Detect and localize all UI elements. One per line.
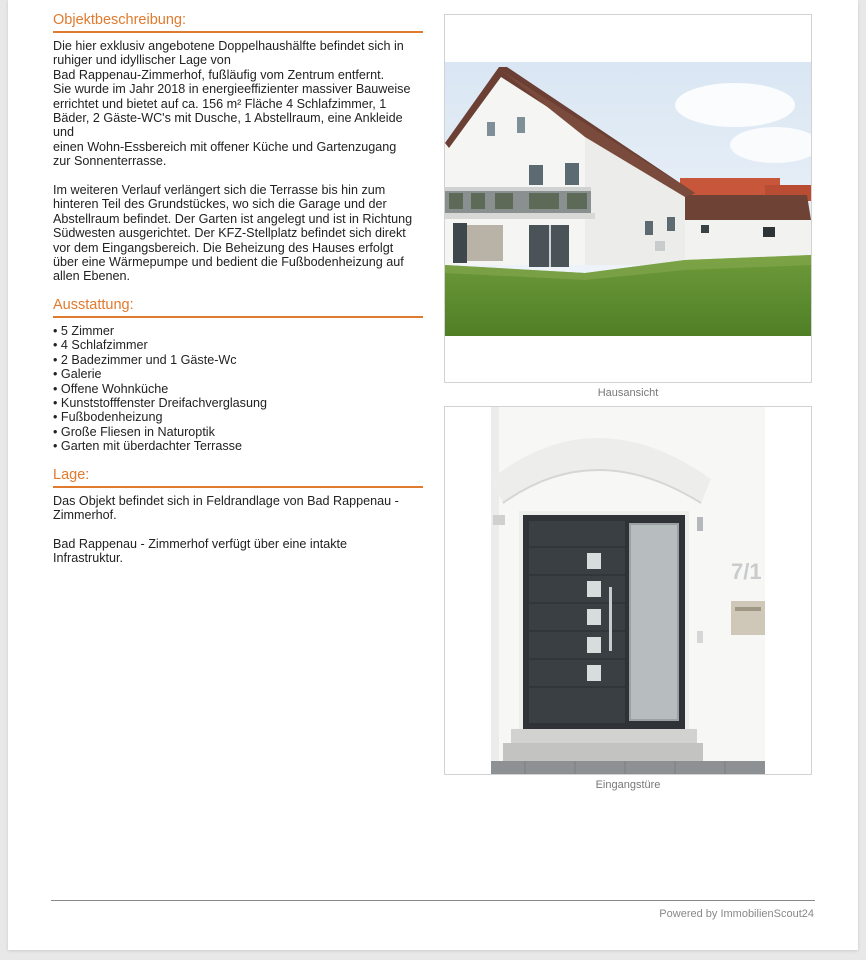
description-paragraph-2: Im weiteren Verlauf verlängert sich die Terrasse bis hin zum hinteren Teil des Grundstückes, wo sich die Garage und der Abstellraum befindet. Der Garten ist angelegt und ist in Richtung Südwesten ausgerichtet. Der KFZ-Stellplatz befindet sich direkt vor dem Eingangsbereich. Die Beheizung des Hauses erfolgt über eine Wärmepumpe und bedient die Fußbodenheizung auf allen Ebenen. bbox=[53, 183, 413, 284]
equipment-heading: Ausstattung: bbox=[53, 296, 423, 318]
list-item: • 2 Badezimmer und 1 Gäste-Wc bbox=[53, 353, 423, 367]
equipment-list bbox=[53, 324, 423, 454]
house-photo-frame bbox=[444, 14, 812, 383]
list-item: • Offene Wohnküche bbox=[53, 382, 423, 396]
location-paragraph-1: Das Objekt befindet sich in Feldrandlage von Bad Rappenau - Zimmerhof. bbox=[53, 493, 399, 522]
list-item: • Große Fliesen in Naturoptik bbox=[53, 425, 423, 439]
door-photo-caption: Eingangstüre bbox=[595, 779, 661, 791]
description-paragraph-1: Die hier exklusiv angebotene Doppelhaushälfte befindet sich in ruhiger und idyllischer Lage von Bad Rappenau-Zimmerhof, fußläufig vom Zentrum entfernt. Sie wurde im Jahr 2018 in energieeffizienter massiver Bauweise errichtet und bietet auf ca. 156 m² Fläche 4 Schlafzimmer, 1 Bäder, 2 Gäste-WC's mit Dusche, 1 Abstellraum, eine Ankleide und einen Wohn-Essbereich mit offener Küche und Gartenzugang zur Sonnenterrasse. bbox=[53, 39, 411, 169]
list-item: • Galerie bbox=[53, 367, 423, 381]
door-photo bbox=[445, 407, 811, 774]
list-item: • Fußbodenheizung bbox=[53, 410, 423, 424]
house-photo-caption: Hausansicht bbox=[597, 387, 659, 399]
location-paragraph-2: Bad Rappenau - Zimmerhof verfügt über eine intakte Infrastruktur. bbox=[53, 536, 348, 566]
list-item: • 5 Zimmer bbox=[53, 324, 423, 338]
text-column bbox=[53, 11, 423, 566]
list-item: • 4 Schlafzimmer bbox=[53, 338, 423, 352]
list-item: • Kunststofffenster Dreifachverglasung bbox=[53, 396, 423, 410]
house-number: 7/1 bbox=[731, 559, 762, 584]
house-photo bbox=[445, 15, 811, 382]
document-page bbox=[8, 0, 858, 950]
location-heading: Lage: bbox=[53, 466, 423, 488]
powered-by-text: Powered by ImmobilienScout24 bbox=[659, 908, 814, 920]
list-item: • Garten mit überdachter Terrasse bbox=[53, 439, 423, 453]
door-photo-frame bbox=[444, 406, 812, 775]
footer-divider bbox=[51, 900, 815, 901]
description-heading: Objektbeschreibung: bbox=[53, 11, 423, 33]
